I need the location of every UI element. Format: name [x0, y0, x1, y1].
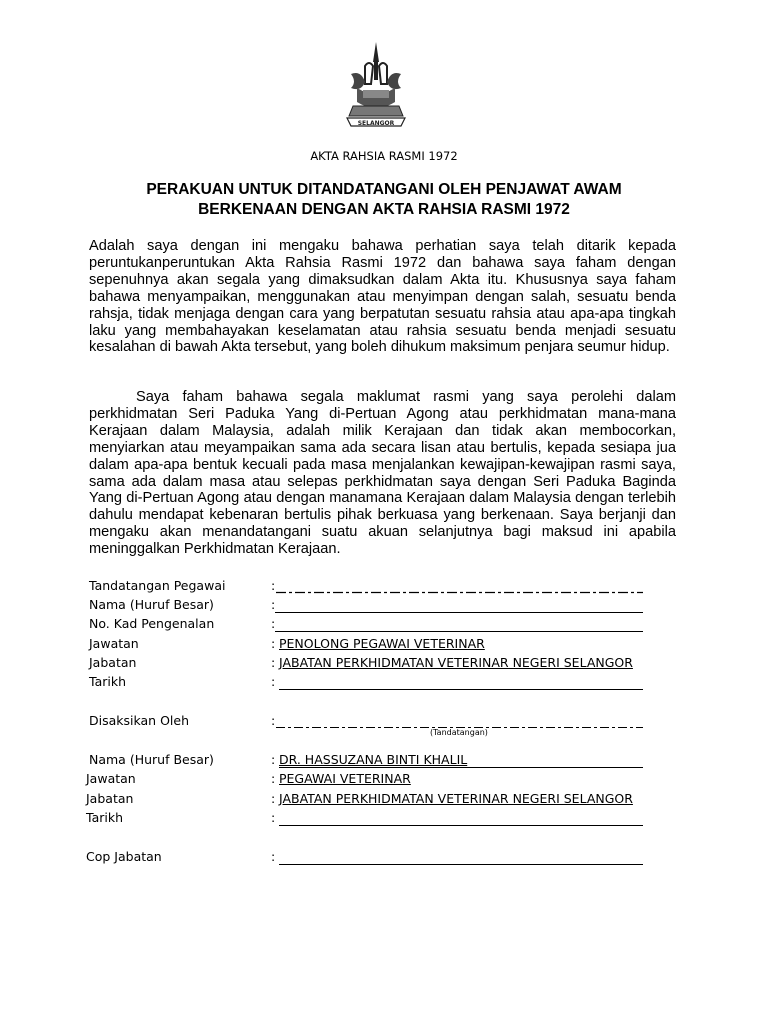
witness-date-label: Tarikh: [86, 810, 123, 825]
document-title-line-2: BERKENAAN DENGAN AKTA RAHSIA RASMI 1972: [198, 201, 570, 218]
officer-signature-label: Tandatangan Pegawai: [89, 578, 226, 593]
witness-name-underline: [279, 767, 643, 768]
witness-position-label: Jawatan: [86, 771, 136, 786]
separator: :: [271, 674, 276, 689]
witness-department-label: Jabatan: [86, 791, 134, 806]
separator: :: [271, 791, 276, 806]
officer-date-row: [0, 674, 768, 694]
officer-department-value: JABATAN PERKHIDMATAN VETERINAR NEGERI SELANGOR: [279, 655, 633, 670]
officer-department-row: [0, 655, 768, 675]
declaration-paragraph-2: Saya faham bahawa segala maklumat rasmi yang saya perolehi dalam perkhidmatan Seri Paduka Yang di-Pertuan Agong atau perkhidmatan mana-mana Kerajaan dalam Malaysia, adalah milik Kerajaan dan tidak akan membocorkan, menyiarkan atau meyampaikan sama ada secara lisan atau bertulis, kepada sesiapa jua dalam apa-apa bentuk kecuali pada masa menjalankan kewajipan-kewajipan rasmi saya, sama ada dalam masa atau selepas perkhidmatan saya dengan Seri Paduka Baginda Yang di-Pertuan Agong atau dengan manamana Kerajaan dalam Malaysia dengan terlebih dahulu mendapat kebenaran bertulis pihak berkuasa yang berkenaan. Saya berjanji dan mengaku akan menandatangani suatu akuan selanjutnya bagi maksud ini apabila meninggalkan Perkhidmatan Kerajaan.: [89, 389, 676, 558]
witness-position-row: [0, 771, 768, 791]
officer-date-label: Tarikh: [89, 674, 126, 689]
officer-name-row: [0, 597, 768, 617]
act-name: AKTA RAHSIA RASMI 1972: [310, 149, 458, 163]
witness-signature-row: [0, 713, 768, 733]
officer-signature-line[interactable]: [276, 591, 643, 594]
witness-name-row: [0, 752, 768, 772]
department-stamp-field[interactable]: [279, 864, 643, 865]
witness-department-row: [0, 791, 768, 811]
separator: :: [271, 616, 276, 631]
witness-name-label: Nama (Huruf Besar): [89, 752, 214, 767]
witness-date-row: [0, 810, 768, 830]
officer-ic-row: [0, 616, 768, 636]
officer-date-field[interactable]: [279, 689, 643, 690]
separator: :: [271, 849, 276, 864]
witness-name-value: DR. HASSUZANA BINTI KHALIL: [279, 752, 468, 767]
separator: :: [271, 578, 276, 593]
officer-position-value: PENOLONG PEGAWAI VETERINAR: [279, 636, 485, 651]
witness-department-value: JABATAN PERKHIDMATAN VETERINAR NEGERI SELANGOR: [279, 791, 633, 806]
officer-ic-field[interactable]: [275, 631, 643, 632]
document-title-line-1: PERAKUAN UNTUK DITANDATANGANI OLEH PENJAWAT AWAM: [146, 181, 622, 198]
selangor-crest-icon: [343, 40, 409, 132]
officer-department-label: Jabatan: [89, 655, 137, 670]
separator: :: [271, 636, 276, 651]
separator: :: [271, 752, 276, 767]
witness-date-field[interactable]: [279, 825, 643, 826]
signature-caption: (Tandatangan): [430, 728, 488, 737]
officer-position-row: [0, 636, 768, 656]
witnessed-by-label: Disaksikan Oleh: [89, 713, 189, 728]
department-stamp-label: Cop Jabatan: [86, 849, 162, 864]
department-stamp-row: [0, 849, 768, 869]
officer-position-label: Jawatan: [89, 636, 139, 651]
officer-name-label: Nama (Huruf Besar): [89, 597, 214, 612]
separator: :: [271, 597, 276, 612]
declaration-paragraph-1: Adalah saya dengan ini mengaku bahawa perhatian saya telah ditarik kepada peruntukanperuntukan Akta Rahsia Rasmi 1972 dan bahawa saya faham dengan sepenuhnya akan segala yang dimaksudkan dalam Akta itu. Khususnya saya faham bahawa menyampaikan, menggunakan atau menyimpan dengan salah, sesuatu benda rahsja, tidak menjaga dengan cara yang berpatutan sesuatu rahsia atau apa-apa tingkah laku yang membahayakan keselamatan atau rahsia sesuatu benda menjadi sesuatu kesalahan di bawah Akta tersebut, yang boleh dihukum maksimum penjara seumur hidup.: [89, 238, 676, 356]
officer-signature-row: [0, 578, 768, 598]
separator: :: [271, 810, 276, 825]
separator: :: [271, 713, 276, 728]
witness-position-value: PEGAWAI VETERINAR: [279, 771, 411, 786]
separator: :: [271, 771, 276, 786]
svg-text:SELANGOR: SELANGOR: [357, 120, 395, 127]
officer-ic-label: No. Kad Pengenalan: [89, 616, 215, 631]
officer-name-field[interactable]: [275, 612, 643, 613]
separator: :: [271, 655, 276, 670]
